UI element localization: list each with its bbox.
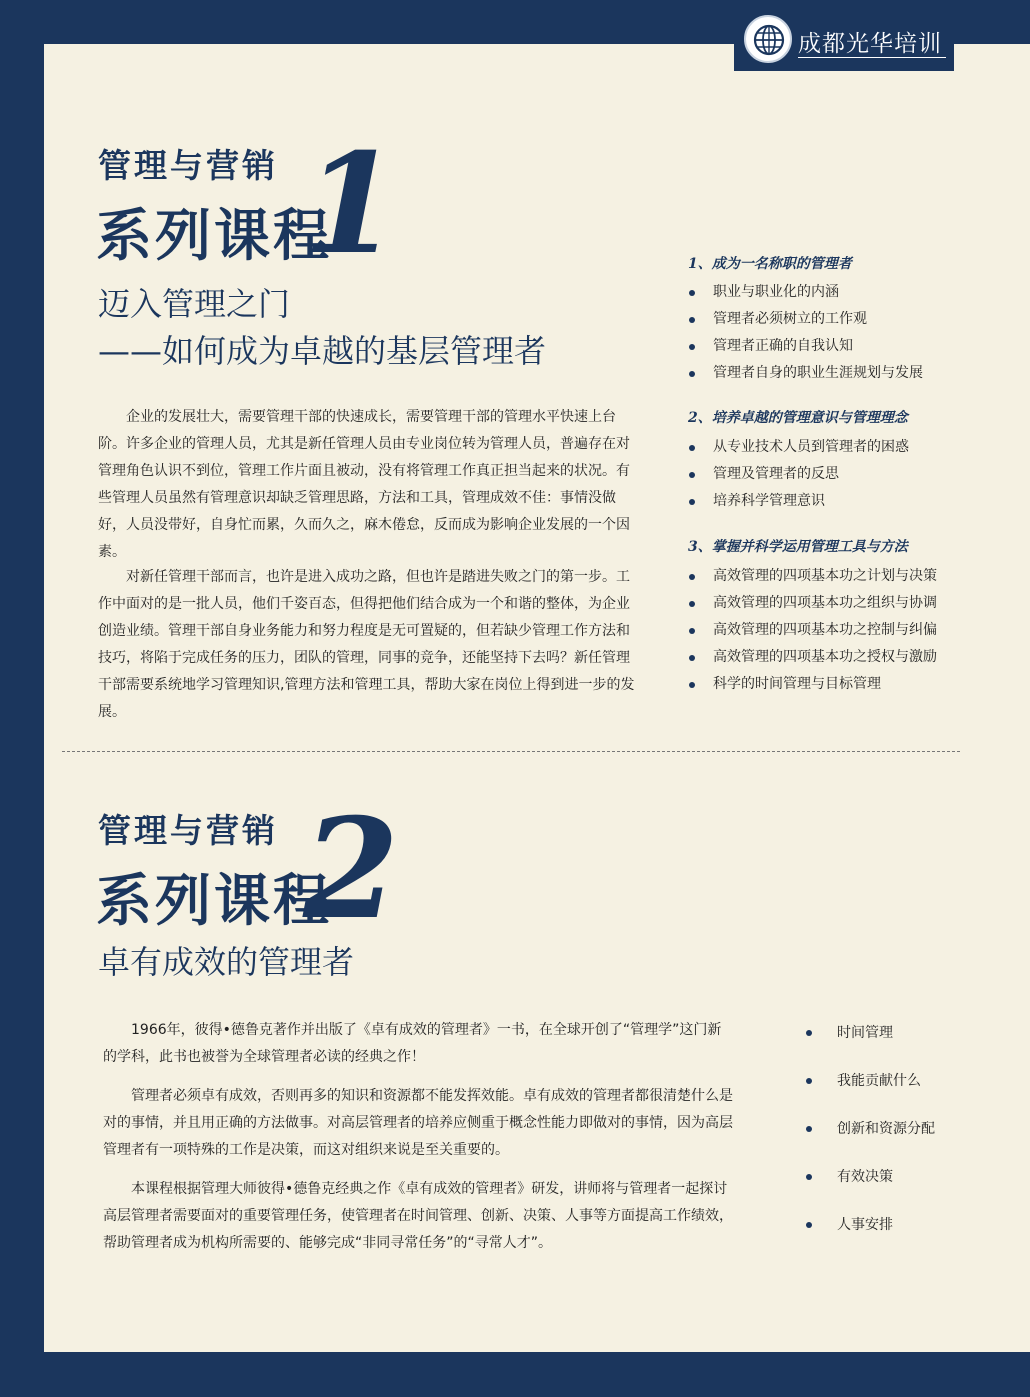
course1-series-label: 管理与营销	[98, 146, 278, 185]
list-item: 高效管理的四项基本功之授权与激励	[688, 644, 937, 671]
course1-outline-title-1: 1、成为一名称职的管理者	[688, 256, 852, 272]
course2-paragraph-1: 1966年，彼得•德鲁克著作并出版了《卓有成效的管理者》一书，在全球开创了“管理学”这门新的学科，此书也被誉为全球管理者必读的经典之作！	[103, 1022, 722, 1065]
course2-course-label: 系列课程	[96, 868, 332, 934]
list-item: 时间管理	[805, 1020, 935, 1068]
list-item: 管理者必须树立的工作观	[688, 306, 923, 333]
section-divider	[62, 751, 960, 752]
list-item: 从专业技术人员到管理者的困惑	[688, 434, 909, 461]
list-item: 高效管理的四项基本功之计划与决策	[688, 563, 937, 590]
list-item: 职业与职业化的内涵	[688, 279, 923, 306]
course2-topic-list	[805, 1020, 935, 1260]
course1-number: 1	[303, 122, 400, 285]
course1-title-line2: ——如何成为卓越的基层管理者	[98, 332, 547, 370]
course1-outline-list-1	[688, 279, 923, 387]
course1-paragraph-1: 企业的发展壮大，需要管理干部的快速成长，需要管理干部的管理水平快速上台阶。许多企业的管理人员，尤其是新任管理人员由专业岗位转为管理人员，普遍存在对管理角色认识不到位，管理工作片面且被动，没有将管理工作真正担当起来的状况。有些管理人员虽然有管理意识却缺乏管理思路，方法和工具，管理成效不佳：事情没做好，人员没带好，自身忙而累，久而久之，麻木倦怠，反而成为影响企业发展的一个因素。	[98, 409, 630, 560]
brand-underline	[798, 57, 946, 58]
course2-number: 2	[303, 787, 400, 950]
list-item: 培养科学管理意识	[688, 488, 909, 515]
course2-paragraph-2: 管理者必须卓有成效，否则再多的知识和资源都不能发挥效能。卓有成效的管理者都很清楚什么是对的事情，并且用正确的方法做事。对高层管理者的培养应侧重于概念性能力即做对的事情，因为高层管理者有一项特殊的工作是决策，而这对组织来说是至关重要的。	[103, 1088, 733, 1158]
course2-paragraph-3: 本课程根据管理大师彼得•德鲁克经典之作《卓有成效的管理者》研发，讲师将与管理者一起探讨高层管理者需要面对的重要管理任务，使管理者在时间管理、创新、决策、人事等方面提高工作绩效，帮助管理者成为机构所需要的、能够完成“非同寻常任务”的“寻常人才”。	[103, 1181, 733, 1251]
course1-paragraph-2: 对新任管理干部而言，也许是进入成功之路，但也许是踏进失败之门的第一步。工作中面对的是一批人员，他们千姿百态，但得把他们结合成为一个和谐的整体，为企业创造业绩。管理干部自身业务能力和努力程度是无可置疑的，但若缺少管理工作方法和技巧，将陷于完成任务的压力，团队的管理，同事的竞争，还能坚持下去吗？新任管理干部需要系统地学习管理知识,管理方法和管理工具，帮助大家在岗位上得到进一步的发展。	[98, 569, 635, 720]
course1-outline-list-3	[688, 563, 937, 698]
course1-title-line1: 迈入管理之门	[98, 285, 291, 323]
course2-title: 卓有成效的管理者	[98, 943, 355, 981]
course1-outline-list-2	[688, 434, 909, 515]
list-item: 管理者正确的自我认知	[688, 333, 923, 360]
course1-outline-title-3: 3、掌握并科学运用管理工具与方法	[688, 539, 908, 555]
brand-name: 成都光华培训	[798, 31, 942, 57]
brand-header	[734, 0, 954, 71]
course1-outline-title-2: 2、培养卓越的管理意识与管理理念	[688, 410, 908, 426]
list-item: 高效管理的四项基本功之组织与协调	[688, 590, 937, 617]
list-item: 管理者自身的职业生涯规划与发展	[688, 360, 923, 387]
list-item: 管理及管理者的反思	[688, 461, 909, 488]
list-item: 高效管理的四项基本功之控制与纠偏	[688, 617, 937, 644]
course1-course-label: 系列课程	[96, 203, 332, 269]
course2-series-label: 管理与营销	[98, 811, 278, 850]
list-item: 创新和资源分配	[805, 1116, 935, 1164]
list-item: 我能贡献什么	[805, 1068, 935, 1116]
list-item: 有效决策	[805, 1164, 935, 1212]
list-item: 科学的时间管理与目标管理	[688, 671, 937, 698]
list-item: 人事安排	[805, 1212, 935, 1260]
globe-icon	[744, 15, 792, 63]
